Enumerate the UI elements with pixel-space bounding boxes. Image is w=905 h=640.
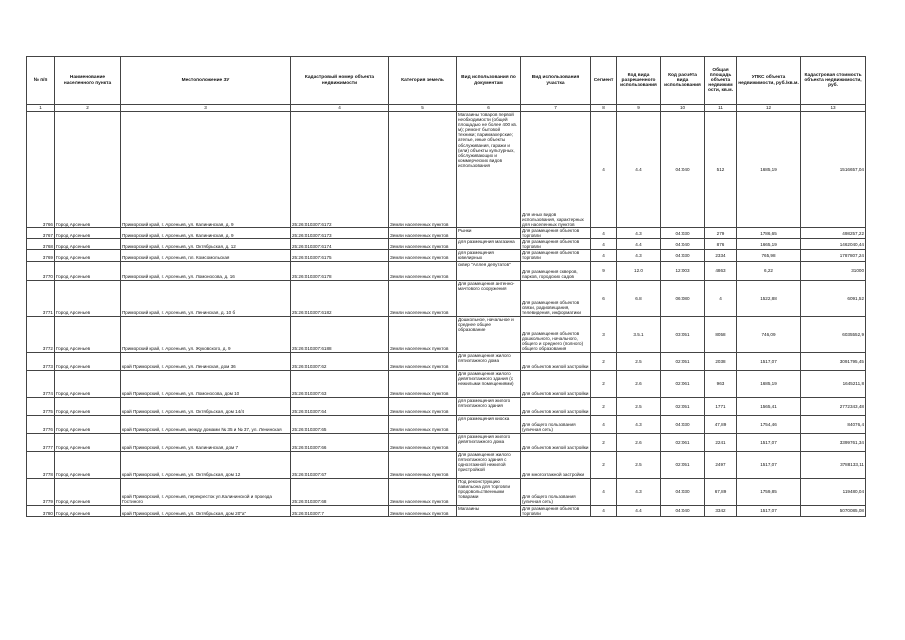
upks-cell: 1665,19 xyxy=(737,239,801,250)
upks-cell: 1517,07 xyxy=(737,451,801,478)
col-header-index: № п/п xyxy=(27,57,55,105)
cadastral-value-cell: 1516657,04 xyxy=(801,112,866,228)
cadastral-number-cell: 25:26:010307:6172 xyxy=(291,112,389,228)
calc-code-cell: 02:051 xyxy=(661,451,705,478)
permitted-use-code-cell: 4.3 xyxy=(617,228,661,239)
col-header-plot-use: Вид использования участка xyxy=(521,57,591,105)
permitted-use-code-cell: 2.6 xyxy=(617,370,661,397)
col-header-settlement: Наименование населенного пункта xyxy=(55,57,121,105)
cadastral-number-cell: 25:26:010307:6175 xyxy=(291,250,389,261)
row-index: 3768 xyxy=(27,239,55,250)
location-cell: край Приморский, г. Арсеньев, ул. Калининская, дом 7 xyxy=(121,433,291,451)
column-number: 6 xyxy=(457,105,521,112)
use-by-documents-cell: Магазины xyxy=(457,505,521,516)
land-category-cell: Земли населенных пунктов xyxy=(389,397,457,415)
upks-cell: 1517,07 xyxy=(737,433,801,451)
location-cell: Приморский край, г. Арсеньев, ул. Ленинская, д. 10 б xyxy=(121,280,291,316)
calc-code-cell: 02:061 xyxy=(661,433,705,451)
table-row xyxy=(27,433,866,451)
cadastral-value-cell: 5070085,08 xyxy=(801,505,866,516)
plot-use-cell: Для иных видов использования, характерных для населенных пунктов xyxy=(521,112,591,228)
segment-cell: 6 xyxy=(591,280,617,316)
use-by-documents-cell: для размещения ювелирных xyxy=(457,250,521,261)
area-cell: 8058 xyxy=(705,316,737,352)
calc-code-cell: 12:003 xyxy=(661,261,705,280)
table-row xyxy=(27,228,866,239)
upks-cell: 1517,07 xyxy=(737,505,801,516)
permitted-use-code-cell: 2.5 xyxy=(617,397,661,415)
location-cell: Приморский край, г. Арсеньев, ул. Жуковского, д. 9 xyxy=(121,316,291,352)
area-cell: 512 xyxy=(705,112,737,228)
permitted-use-code-cell: 12.0 xyxy=(617,261,661,280)
table-row xyxy=(27,316,866,352)
column-number: 12 xyxy=(737,105,801,112)
land-category-cell: Земли населенных пунктов xyxy=(389,280,457,316)
permitted-use-code-cell: 2.5 xyxy=(617,451,661,478)
column-number: 11 xyxy=(705,105,737,112)
settlement-cell: Город Арсеньев xyxy=(55,280,121,316)
area-cell: 1771 xyxy=(705,397,737,415)
cadastral-value-cell: 3399761,34 xyxy=(801,433,866,451)
table-row xyxy=(27,352,866,370)
row-index: 3771 xyxy=(27,280,55,316)
plot-use-cell: Для размещения объектов дошкольного, начального, общего и среднего (полного) общего образования xyxy=(521,316,591,352)
calc-code-cell: 04:030 xyxy=(661,250,705,261)
land-category-cell: Земли населенных пунктов xyxy=(389,352,457,370)
segment-cell: 4 xyxy=(591,112,617,228)
settlement-cell: Город Арсеньев xyxy=(55,433,121,451)
cadastral-number-cell: 25:26:010307:6188 xyxy=(291,316,389,352)
permitted-use-code-cell: 4.4 xyxy=(617,239,661,250)
upks-cell: 1786,65 xyxy=(737,228,801,239)
area-cell: 67,89 xyxy=(705,478,737,505)
column-number: 13 xyxy=(801,105,866,112)
calc-code-cell: 04:030 xyxy=(661,415,705,433)
settlement-cell: Город Арсеньев xyxy=(55,478,121,505)
permitted-use-code-cell: 4.4 xyxy=(617,505,661,516)
location-cell: край Приморский, г. Арсеньев, ул. Ленинская, дом 36 xyxy=(121,352,291,370)
row-index: 3780 xyxy=(27,505,55,516)
plot-use-cell: Для общего пользования (уличная сеть) xyxy=(521,478,591,505)
cadastral-number-cell: 25:26:010307:62 xyxy=(291,352,389,370)
segment-cell: 4 xyxy=(591,239,617,250)
settlement-cell: Город Арсеньев xyxy=(55,316,121,352)
settlement-cell: Город Арсеньев xyxy=(55,239,121,250)
column-number: 7 xyxy=(521,105,591,112)
area-cell: 3342 xyxy=(705,505,737,516)
use-by-documents-cell: для размещения жилого пятиэтажного здания xyxy=(457,397,521,415)
col-header-use-by-documents: Вид использования по документам xyxy=(457,57,521,105)
area-cell: 2038 xyxy=(705,352,737,370)
table-row xyxy=(27,451,866,478)
area-cell: 4863 xyxy=(705,261,737,280)
settlement-cell: Город Арсеньев xyxy=(55,261,121,280)
row-index: 3772 xyxy=(27,316,55,352)
area-cell: 4 xyxy=(705,280,737,316)
column-number: 1 xyxy=(27,105,55,112)
cadastral-number-cell: 25:26:010307:68 xyxy=(291,478,389,505)
table-row xyxy=(27,250,866,261)
area-cell: 876 xyxy=(705,239,737,250)
use-by-documents-cell: сквер "Аллея депутатов" xyxy=(457,261,521,280)
land-category-cell: Земли населенных пунктов xyxy=(389,228,457,239)
col-header-land-category: Категория земель xyxy=(389,57,457,105)
calc-code-cell: 06:080 xyxy=(661,280,705,316)
permitted-use-code-cell: 4.3 xyxy=(617,478,661,505)
segment-cell: 4 xyxy=(591,505,617,516)
land-category-cell: Земли населенных пунктов xyxy=(389,261,457,280)
row-index: 3773 xyxy=(27,352,55,370)
settlement-cell: Город Арсеньев xyxy=(55,370,121,397)
plot-use-cell: Для объектов жилой застройки xyxy=(521,397,591,415)
use-by-documents-cell: Дошкольное, начальное и среднее общее образование xyxy=(457,316,521,352)
settlement-cell: Город Арсеньев xyxy=(55,228,121,239)
plot-use-cell: Для размещения объектов торговли xyxy=(521,239,591,250)
cadastral-number-cell: 25:26:010307:64 xyxy=(291,397,389,415)
table-row xyxy=(27,478,866,505)
settlement-cell: Город Арсеньев xyxy=(55,397,121,415)
cadastral-number-cell: 25:26:010307:63 xyxy=(291,370,389,397)
upks-cell: 1565,41 xyxy=(737,397,801,415)
calc-code-cell: 02:051 xyxy=(661,397,705,415)
table-row xyxy=(27,397,866,415)
location-cell: край Приморский, г. Арсеньев, ул. Октябрьская, дом 12 xyxy=(121,451,291,478)
row-index: 3769 xyxy=(27,250,55,261)
plot-use-cell: Для размещения скверов, парков, городских садов xyxy=(521,261,591,280)
location-cell: край Приморский, г. Арсеньев, между домами № 35 и № 37, ул. Ленинская xyxy=(121,415,291,433)
col-header-segment: Сегмент xyxy=(591,57,617,105)
location-cell: Приморский край, г. Арсеньев, ул. Ломоносова, д. 16 xyxy=(121,261,291,280)
segment-cell: 2 xyxy=(591,352,617,370)
table-row xyxy=(27,280,866,316)
table-row xyxy=(27,415,866,433)
location-cell: Приморский край, г. Арсеньев, пл. Комсомольская xyxy=(121,250,291,261)
permitted-use-code-cell: 4.3 xyxy=(617,415,661,433)
permitted-use-code-cell: 2.5 xyxy=(617,352,661,370)
cadastral-number-cell: 25:26:010307:6173 xyxy=(291,228,389,239)
calc-code-cell: 02:061 xyxy=(661,370,705,397)
cadastral-value-cell: 1787807,24 xyxy=(801,250,866,261)
segment-cell: 4 xyxy=(591,228,617,239)
column-number: 5 xyxy=(389,105,457,112)
cadastral-value-cell: 31000 xyxy=(801,261,866,280)
settlement-cell: Город Арсеньев xyxy=(55,112,121,228)
use-by-documents-cell: Для размещения жилого пятиэтажного дома xyxy=(457,352,521,370)
segment-cell: 3 xyxy=(591,316,617,352)
row-index: 3766 xyxy=(27,112,55,228)
column-number-row xyxy=(27,105,866,112)
segment-cell: 2 xyxy=(591,397,617,415)
col-header-location: Местоположение ЗУ xyxy=(121,57,291,105)
col-header-area: Общая площадь объекта недвижим ости, кв.м. xyxy=(705,57,737,105)
use-by-documents-cell: для размещения киоска xyxy=(457,415,521,433)
upks-cell: 746,09 xyxy=(737,316,801,352)
table-row xyxy=(27,239,866,250)
land-category-cell: Земли населенных пунктов xyxy=(389,370,457,397)
cadastral-value-table xyxy=(26,56,866,517)
row-index: 3778 xyxy=(27,451,55,478)
land-category-cell: Земли населенных пунктов xyxy=(389,505,457,516)
cadastral-number-cell: 25:26:010307:65 xyxy=(291,415,389,433)
location-cell: край Приморский, г. Арсеньев, ул. Октябрьская, дом 20"а" xyxy=(121,505,291,516)
cadastral-value-cell: 3788133,11 xyxy=(801,451,866,478)
permitted-use-code-cell: 4.4 xyxy=(617,112,661,228)
segment-cell: 2 xyxy=(591,370,617,397)
land-category-cell: Земли населенных пунктов xyxy=(389,433,457,451)
row-index: 3767 xyxy=(27,228,55,239)
spreadsheet-page xyxy=(26,56,866,517)
upks-cell: 1522,88 xyxy=(737,280,801,316)
column-number: 10 xyxy=(661,105,705,112)
cadastral-value-cell: 1645211,8 xyxy=(801,370,866,397)
permitted-use-code-cell: 6.8 xyxy=(617,280,661,316)
upks-cell: 1754,46 xyxy=(737,415,801,433)
cadastral-value-cell: 6091,52 xyxy=(801,280,866,316)
upks-cell: 1759,85 xyxy=(737,478,801,505)
column-number: 8 xyxy=(591,105,617,112)
cadastral-value-cell: 1462040,44 xyxy=(801,239,866,250)
location-cell: край Приморский, г. Арсеньев, ул. Ломоносова, дом 10 xyxy=(121,370,291,397)
land-category-cell: Земли населенных пунктов xyxy=(389,112,457,228)
cadastral-number-cell: 25:26:010307:67 xyxy=(291,451,389,478)
use-by-documents-cell: для размещения жилого девятиэтажного дома xyxy=(457,433,521,451)
cadastral-number-cell: 25:26:010307:66 xyxy=(291,433,389,451)
segment-cell: 2 xyxy=(591,451,617,478)
area-cell: 2334 xyxy=(705,250,737,261)
cadastral-value-cell: 6035552,9 xyxy=(801,316,866,352)
column-number: 2 xyxy=(55,105,121,112)
calc-code-cell: 03:051 xyxy=(661,316,705,352)
calc-code-cell: 04:030 xyxy=(661,228,705,239)
location-cell: Приморский край, г. Арсеньев, ул. Калининская, д. 9 xyxy=(121,112,291,228)
row-index: 3775 xyxy=(27,397,55,415)
use-by-documents-cell: Для размещения жилого пятиэтажного здания с одноэтажной нежилой пристройкой xyxy=(457,451,521,478)
location-cell: край Приморский, г. Арсеньев, ул. Октябрьская, дом 14/4 xyxy=(121,397,291,415)
plot-use-cell: Для размещения объектов торговли xyxy=(521,250,591,261)
land-category-cell: Земли населенных пунктов xyxy=(389,250,457,261)
plot-use-cell: Для размещения объектов торговли xyxy=(521,505,591,516)
row-index: 3779 xyxy=(27,478,55,505)
area-cell: 963 xyxy=(705,370,737,397)
table-row xyxy=(27,261,866,280)
land-category-cell: Земли населенных пунктов xyxy=(389,316,457,352)
cadastral-value-cell: 84076,4 xyxy=(801,415,866,433)
segment-cell: 4 xyxy=(591,478,617,505)
table-row xyxy=(27,370,866,397)
land-category-cell: Земли населенных пунктов xyxy=(389,451,457,478)
plot-use-cell: Для размещения объектов связи, радиовещания, телевидения, информатики xyxy=(521,280,591,316)
permitted-use-code-cell: 3.5.1 xyxy=(617,316,661,352)
permitted-use-code-cell: 4.3 xyxy=(617,250,661,261)
plot-use-cell: Для объектов жилой застройки xyxy=(521,352,591,370)
area-cell: 2241 xyxy=(705,433,737,451)
location-cell: край Приморский, г. Арсеньев, перекресток ул.Калининской и проезда Гостиного xyxy=(121,478,291,505)
plot-use-cell: Для многоэтажной застройки xyxy=(521,451,591,478)
permitted-use-code-cell: 2.6 xyxy=(617,433,661,451)
use-by-documents-cell: Магазины товаров первой необходимости (общей площадью не более 400 кв. м); ремонт бытовой техники; парикмахерские; ателье, иные объекты обслуживания, гаражи и (или) объекты культурных, обслуживающих и коммерческих видов использования xyxy=(457,112,521,228)
use-by-documents-cell: Для размещения жилого девятиэтажного здания (с нежилыми помещениями) xyxy=(457,370,521,397)
column-number: 3 xyxy=(121,105,291,112)
upks-cell: 1685,19 xyxy=(737,112,801,228)
settlement-cell: Город Арсеньев xyxy=(55,505,121,516)
land-category-cell: Земли населенных пунктов xyxy=(389,415,457,433)
cadastral-number-cell: 25:26:010307:6178 xyxy=(291,261,389,280)
segment-cell: 9 xyxy=(591,261,617,280)
settlement-cell: Город Арсеньев xyxy=(55,451,121,478)
use-by-documents-cell: Рынки xyxy=(457,228,521,239)
row-index: 3776 xyxy=(27,415,55,433)
land-category-cell: Земли населенных пунктов xyxy=(389,239,457,250)
table-row xyxy=(27,112,866,228)
cadastral-value-cell: 119480,04 xyxy=(801,478,866,505)
cadastral-value-cell: 3091795,45 xyxy=(801,352,866,370)
row-index: 3770 xyxy=(27,261,55,280)
cadastral-number-cell: 25:26:010307:6174 xyxy=(291,239,389,250)
upks-cell: 1517,07 xyxy=(737,352,801,370)
cadastral-value-cell: 2772343,48 xyxy=(801,397,866,415)
cadastral-number-cell: 25:26:010307:7 xyxy=(291,505,389,516)
row-index: 3777 xyxy=(27,433,55,451)
header-row xyxy=(27,57,866,105)
calc-code-cell: 02:051 xyxy=(661,352,705,370)
cadastral-number-cell: 25:26:010307:6182 xyxy=(291,280,389,316)
upks-cell: 1685,19 xyxy=(737,370,801,397)
plot-use-cell: Для объектов жилой застройки xyxy=(521,370,591,397)
table-body xyxy=(27,112,866,517)
calc-code-cell: 04:040 xyxy=(661,112,705,228)
col-header-cadastral-number: Кадастровый номер объекта недвижимости xyxy=(291,57,389,105)
segment-cell: 4 xyxy=(591,250,617,261)
segment-cell: 2 xyxy=(591,433,617,451)
use-by-documents-cell: Для размещения антенно-мачтового сооружения xyxy=(457,280,521,316)
area-cell: 279 xyxy=(705,228,737,239)
settlement-cell: Город Арсеньев xyxy=(55,415,121,433)
location-cell: Приморский край, г. Арсеньев, ул. Калининская, д. 9 xyxy=(121,228,291,239)
col-header-cadastral-value: Кадастровая стоимость объекта недвижимости, руб. xyxy=(801,57,866,105)
segment-cell: 4 xyxy=(591,415,617,433)
upks-cell: 765,98 xyxy=(737,250,801,261)
plot-use-cell: Для размещения объектов торговли xyxy=(521,228,591,239)
use-by-documents-cell: для размещения магазина xyxy=(457,239,521,250)
column-number: 9 xyxy=(617,105,661,112)
area-cell: 47,89 xyxy=(705,415,737,433)
calc-code-cell: 04:040 xyxy=(661,239,705,250)
col-header-permitted-use-code: Код вида разрешенного использования xyxy=(617,57,661,105)
calc-code-cell: 04:030 xyxy=(661,478,705,505)
area-cell: 2497 xyxy=(705,451,737,478)
plot-use-cell: Для общего пользования (уличная сеть) xyxy=(521,415,591,433)
location-cell: Приморский край, г. Арсеньев, ул. Октябрьская, д. 12 xyxy=(121,239,291,250)
calc-code-cell: 04:040 xyxy=(661,505,705,516)
plot-use-cell: Для объектов жилой застройки xyxy=(521,433,591,451)
use-by-documents-cell: Под реконструкцию павильона для торговли продовольственными товарами xyxy=(457,478,521,505)
settlement-cell: Город Арсеньев xyxy=(55,352,121,370)
col-header-calc-code: Код расчёта вида использования xyxy=(661,57,705,105)
row-index: 3774 xyxy=(27,370,55,397)
upks-cell: 6,22 xyxy=(737,261,801,280)
table-row xyxy=(27,505,866,516)
cadastral-value-cell: 498257,22 xyxy=(801,228,866,239)
settlement-cell: Город Арсеньев xyxy=(55,250,121,261)
column-number: 4 xyxy=(291,105,389,112)
land-category-cell: Земли населенных пунктов xyxy=(389,478,457,505)
col-header-upks: УПКС объекта недвижимости, руб./кв.м. xyxy=(737,57,801,105)
